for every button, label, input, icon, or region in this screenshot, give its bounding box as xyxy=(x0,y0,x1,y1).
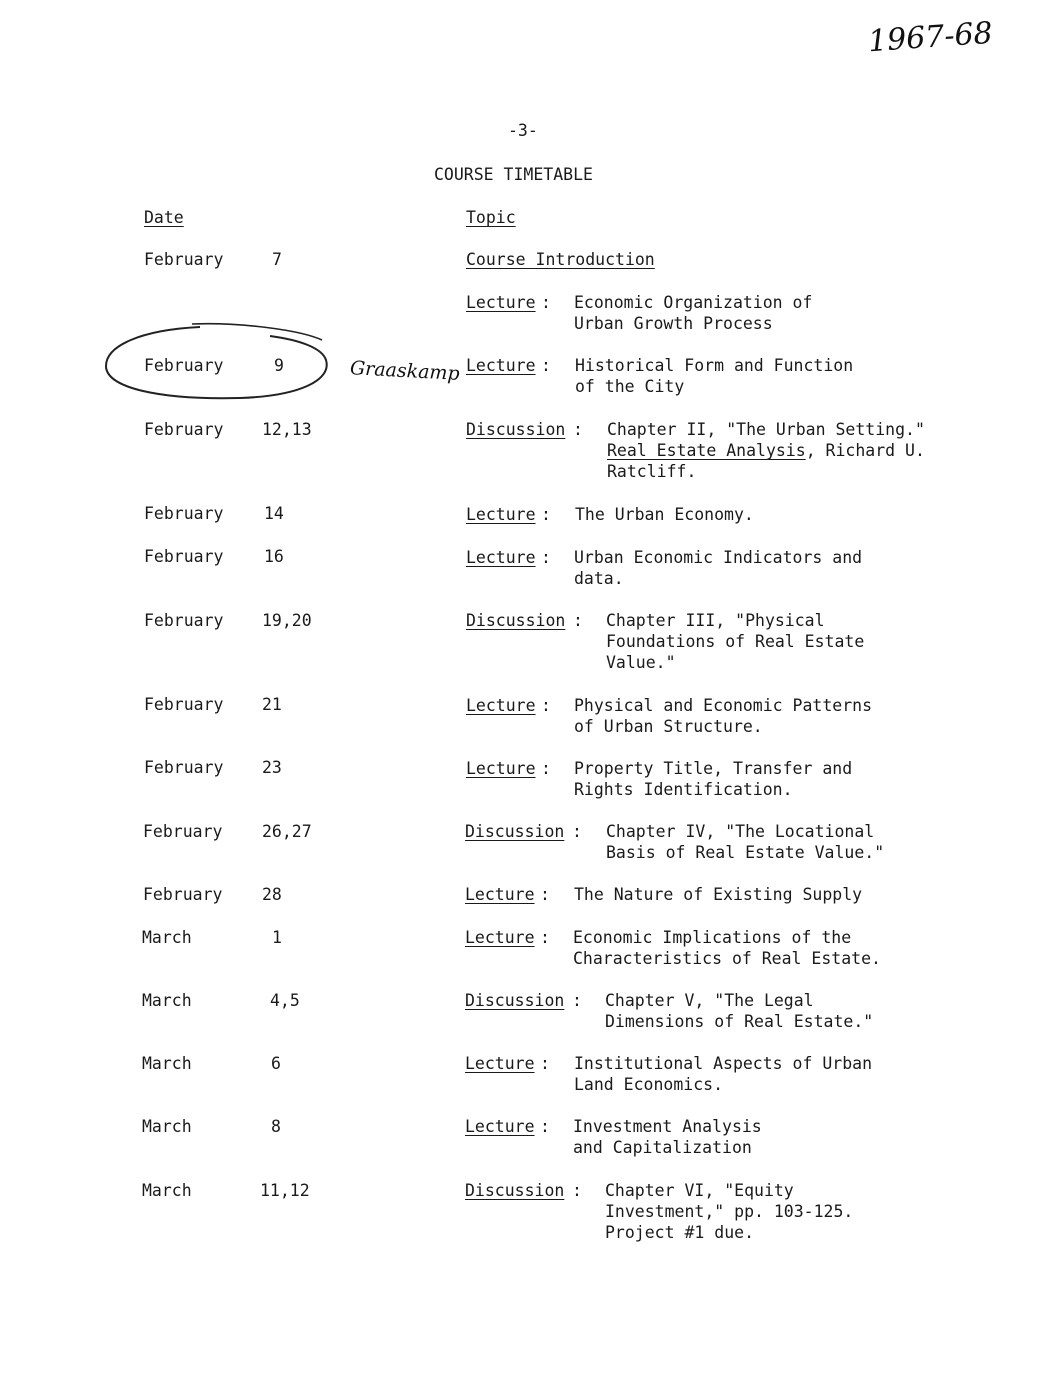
row-date-month: March xyxy=(142,1181,192,1200)
row-topic-line2: Foundations of Real Estate xyxy=(606,632,865,651)
row-type: Discussion xyxy=(465,822,565,841)
row-topic-line2: Basis of Real Estate Value." xyxy=(606,843,885,862)
row-topic-line3: Value." xyxy=(606,653,676,672)
row-date-month: February xyxy=(144,504,224,523)
row-topic-line2: of Urban Structure. xyxy=(574,717,763,736)
row-topic-line1: The Nature of Existing Supply xyxy=(574,885,863,904)
row-type: Lecture xyxy=(466,696,536,715)
row-topic-line1: Chapter VI, "Equity xyxy=(605,1181,794,1200)
row-type: Lecture xyxy=(465,1117,535,1136)
row-topic-line1: Property Title, Transfer and xyxy=(574,759,853,778)
book-title: Real Estate Analysis xyxy=(607,441,806,460)
row-date-month: February xyxy=(144,420,224,439)
row-type-colon: : xyxy=(573,611,583,630)
row-topic-line2: Land Economics. xyxy=(574,1075,724,1094)
row-topic-line1: Institutional Aspects of Urban xyxy=(574,1054,873,1073)
row-date-month: March xyxy=(142,991,192,1010)
page-title: COURSE TIMETABLE xyxy=(434,165,593,184)
row-type-colon: : xyxy=(541,505,551,524)
row-date-month: February xyxy=(144,611,224,630)
row-type-colon: : xyxy=(572,822,582,841)
topic-column-header: Topic xyxy=(466,208,516,227)
row-type: Lecture xyxy=(465,1054,535,1073)
row-topic-line1: Historical Form and Function xyxy=(575,356,854,375)
row-type-colon: : xyxy=(541,759,551,778)
row-topic-line2: and Capitalization xyxy=(573,1138,752,1157)
row-type-colon: : xyxy=(572,991,582,1010)
row-type: Lecture xyxy=(466,293,536,312)
row-topic-line1: The Urban Economy. xyxy=(575,505,754,524)
row-topic-line1: Chapter II, "The Urban Setting." xyxy=(607,420,925,439)
row-topic-line2 xyxy=(607,440,925,461)
row-topic-line3: Ratcliff. xyxy=(607,462,697,481)
date-column-header: Date xyxy=(144,208,184,227)
row-date-month: February xyxy=(143,822,223,841)
row-topic-line3: Project #1 due. xyxy=(605,1223,755,1242)
row-topic-line2: Urban Growth Process xyxy=(574,314,773,333)
row-topic-line1: Economic Organization of xyxy=(574,293,813,312)
row-date-day: 12,13 xyxy=(262,420,312,439)
row-topic-line1: Investment Analysis xyxy=(573,1117,762,1136)
row-type: Lecture xyxy=(466,505,536,524)
row-date-day: 11,12 xyxy=(260,1181,310,1200)
row-date-day: 28 xyxy=(262,885,282,904)
row-date-month: February xyxy=(144,356,224,375)
row-type-colon: : xyxy=(541,696,551,715)
row-type-colon: : xyxy=(540,1054,550,1073)
row-type: Lecture xyxy=(466,548,536,567)
row-topic-line1: Chapter III, "Physical xyxy=(606,611,825,630)
row-date-month: February xyxy=(144,547,224,566)
row-type: Discussion xyxy=(465,1181,565,1200)
row-topic-line1: Chapter V, "The Legal xyxy=(605,991,814,1010)
book-author: , Richard U. xyxy=(805,441,925,460)
row-topic-line2: Investment," pp. 103-125. xyxy=(605,1202,854,1221)
row-type: Discussion xyxy=(465,991,565,1010)
row-topic-line1: Urban Economic Indicators and xyxy=(574,548,863,567)
row-date-day: 26,27 xyxy=(262,822,312,841)
row-type: Lecture xyxy=(465,885,535,904)
row-date-day: 1 xyxy=(272,928,282,947)
row-date-month: February xyxy=(144,695,224,714)
row-topic-line2: Rights Identification. xyxy=(574,780,793,799)
row-topic: Course Introduction xyxy=(466,250,655,269)
handwritten-margin-name: Graaskamp xyxy=(349,357,461,385)
row-date-day: 21 xyxy=(262,695,282,714)
row-date-day: 4,5 xyxy=(270,991,300,1010)
row-date-day: 14 xyxy=(264,504,284,523)
row-topic-line2: Dimensions of Real Estate." xyxy=(605,1012,874,1031)
row-date-day: 6 xyxy=(271,1054,281,1073)
row-topic-line1: Economic Implications of the xyxy=(573,928,852,947)
row-type-colon: : xyxy=(540,928,550,947)
row-topic-line2: Characteristics of Real Estate. xyxy=(573,949,881,968)
row-type: Lecture xyxy=(466,356,536,375)
row-type: Lecture xyxy=(466,759,536,778)
row-date-month: March xyxy=(142,928,192,947)
row-date-day: 23 xyxy=(262,758,282,777)
row-date-day: 16 xyxy=(264,547,284,566)
row-type-colon: : xyxy=(541,356,551,375)
row-topic-line1: Physical and Economic Patterns xyxy=(574,696,873,715)
row-topic-line2: data. xyxy=(574,569,624,588)
row-date-day: 9 xyxy=(274,356,284,375)
row-type-colon: : xyxy=(541,293,551,312)
row-type-label xyxy=(466,292,536,313)
row-type-colon: : xyxy=(540,1117,550,1136)
row-date-day: 7 xyxy=(272,250,282,269)
row-date-month: February xyxy=(144,758,224,777)
row-date-day: 8 xyxy=(271,1117,281,1136)
row-type-colon: : xyxy=(572,1181,582,1200)
row-date-month: February xyxy=(143,885,223,904)
row-type: Discussion xyxy=(466,611,566,630)
row-date-month: February xyxy=(144,250,224,269)
row-date-month: March xyxy=(142,1117,192,1136)
page-number: -3- xyxy=(508,121,538,140)
row-date-month: March xyxy=(142,1054,192,1073)
row-type: Lecture xyxy=(465,928,535,947)
row-topic-line2: of the City xyxy=(575,377,685,396)
row-type-colon: : xyxy=(540,885,550,904)
row-type: Discussion xyxy=(466,420,566,439)
row-date-day: 19,20 xyxy=(262,611,312,630)
handwritten-year-note: 1967-68 xyxy=(866,15,994,60)
row-type-colon: : xyxy=(541,548,551,567)
row-type-colon: : xyxy=(573,420,583,439)
row-topic-line1: Chapter IV, "The Locational xyxy=(606,822,875,841)
